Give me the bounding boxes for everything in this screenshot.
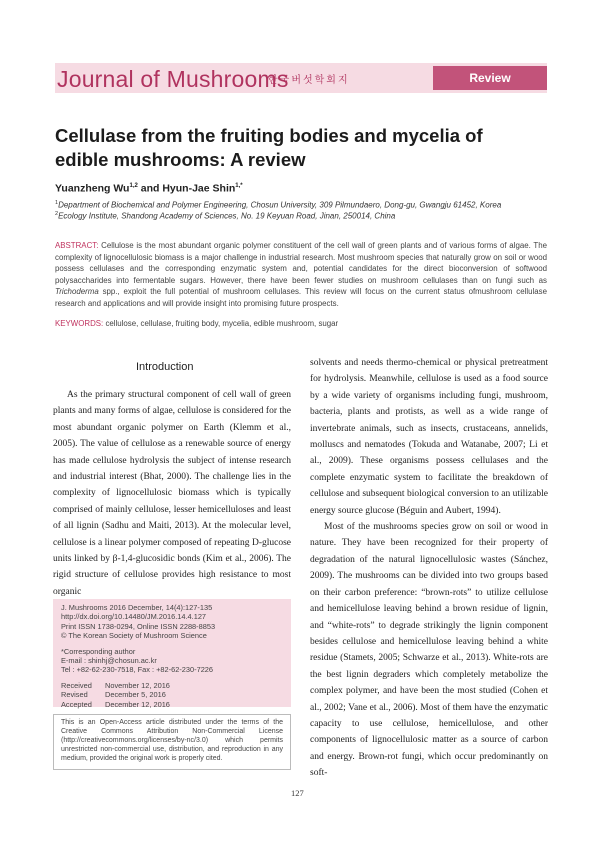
received-label: Received [61, 680, 92, 690]
body-paragraph: solvents and needs thermo-chemical or physical pretreatment for hydrolysis. Meanwhile, cellulose is used as a food source by a wide variety of organisms including fungi, mushroom, bacteria, plants and protists, as well as a wide range of invertebrate animals, such as insects, crustaceans, annelids, molluscs and nematodes (Tokuda and Watanabe, 2007; Li et al., 2009). These organisms possess cellulases and the complete enzymatic system to facilitate the breakdown of cellulose and subsequent biological conversion to an utilizable energy source glucose (Béguin and Aubert, 1994). [310, 358, 548, 516]
page-number: 127 [291, 788, 304, 798]
affiliation-2 [55, 209, 395, 222]
left-column [53, 387, 291, 600]
citation: J. Mushrooms 2016 December, 14(4):127-135 [61, 603, 213, 612]
license-notice: This is an Open-Access article distributed under the terms of the Creative Commons Attribution Non-Commercial License (http://creativecommons.org/licenses/by-nc/3.0) which permits unrestricted non-commercial use, distribution, and reproduction in any medium, provided the original work is properly cited. [53, 714, 291, 770]
accepted-label: Accepted [61, 699, 92, 709]
abstract-text: spp., exploit the full potential of mushroom cellulases. This review will focus on the current status ofmushroom cellulase research and applications and will provide insight into promising future prospects. [55, 287, 548, 308]
copyright: © The Korean Society of Mushroom Science [61, 631, 207, 641]
affiliation-mark: 2 [55, 211, 59, 217]
affiliation-text: Ecology Institute, Shandong Academy of Sciences, No. 19 Keyuan Road, Jinan, 250014, China [58, 211, 396, 221]
author-line [55, 180, 243, 195]
abstract-label: ABSTRACT: [55, 241, 99, 250]
received-date: November 12, 2016 [105, 680, 170, 690]
revised-label: Revised [61, 690, 88, 700]
article-type-badge: Review [433, 66, 547, 90]
revised-date: December 5, 2016 [105, 690, 166, 700]
keywords-label: KEYWORDS: [55, 319, 104, 328]
article-title: Cellulase from the fruiting bodies and mycelia of edible mushrooms: A review [55, 125, 483, 170]
author-conjunction: and [140, 182, 160, 195]
issn: Print ISSN 1738-0294, Online ISSN 2288-8853 [61, 621, 216, 631]
abstract-italic-term: Trichoderma [55, 287, 99, 297]
keywords [55, 318, 338, 329]
doi-link[interactable]: http://dx.doi.org/10.14480/JM.2016.14.4.127 [61, 612, 207, 622]
keywords-text: cellulose, cellulase, fruiting body, mycelia, edible mushroom, sugar [105, 319, 339, 328]
accepted-row [61, 700, 283, 709]
corresponding-author-label: *Corresponding author [61, 646, 136, 656]
section-heading: Introduction [136, 361, 194, 373]
revised-row [61, 690, 283, 699]
author-name: Yuanzheng Wu [55, 182, 130, 195]
author-name: Hyun-Jae Shin [162, 182, 236, 195]
body-paragraph: As the primary structural component of cell wall of green plants and many forms of algae, cellulose is considered for the most abundant organic polymer on Earth (Klemm et al., 2005). The value of cellulose as a renewable source of energy has made cellulose hydrolysis the subject of intense research and industrial interest (Bhat, 2000). The challenge lies in the complexity of lignocellulosic biomass which is typically comprised of mainly cellulose, lesser hemicelluloses and least of all lignin (Sadhu and Maiti, 2013). At the molecular level, cellulose is a linear polymer composed of repeating D-glucose units linked by β-1,4-glucosidic bonds (Kim et al., 2006). The rigid structure of cellulose provides high resistance to most organic [53, 390, 291, 597]
author-affiliation-mark: 1,* [235, 183, 243, 189]
journal-title: Journal of Mushrooms [57, 66, 289, 92]
abstract-text: Cellulose is the most abundant organic polymer constituent of the cell wall of green plants and of various forms of algae. The complexity of lignocellulosic biomass is a major challenge in industrial research. Most mushroom species that naturally grow on soil or wood possess cellulases and the corresponding enzymatic system and, potential candidates for the direct bioconversion of softwood polysaccharides into fermentable sugars. However, there have been fewer studies on mushroom cellulases than on fungi such as [55, 241, 547, 285]
abstract [55, 240, 547, 310]
email: E-mail : shinhj@chosun.ac.kr [61, 656, 157, 666]
telephone-fax: Tel : +82-62-230-7518, Fax : +82-62-230-7226 [61, 665, 214, 675]
journal-korean-title: 한국버섯학회지 [268, 75, 350, 86]
affiliation-mark: 1 [55, 200, 59, 206]
author-affiliation-mark: 1,2 [129, 183, 138, 189]
received-row [61, 681, 283, 690]
accepted-date: December 12, 2016 [105, 699, 170, 709]
affiliation-text: Department of Biochemical and Polymer Engineering, Chosun University, 309 Pilmundaero, Dong-gu, Gwangju 61452, Korea [58, 200, 502, 210]
body-paragraph: Most of the mushrooms species grow on soil or wood in nature. They have been recognized for their property of degradation of the natural lignocellulosic wastes (Sánchez, 2009). The mushrooms can be divided into two groups based on their carbon preference: “brown-rots” to utilize cellulose and hemicellulose leaving behind a brown residue of lignin, and “white-rots” to degrade strikingly the lignin component besides cellulose and hemicellulose leaving behind a white residue (Stamets, 2005; Schwarze et al., 2013). White-rots are the best lignin degraders which completely metabolize the complex polymer, and have been the most studied (Cohen et al., 2002; Vane et al., 2006). Most of them have the enzymatic capacity to use cellulose, hemicellulose, and other components of lignocellulosic matter as a source of carbon and energy. Brown-rot fungi, which occur predominantly on soft- [310, 522, 548, 779]
right-column [310, 355, 548, 782]
article-info-box [53, 599, 291, 707]
